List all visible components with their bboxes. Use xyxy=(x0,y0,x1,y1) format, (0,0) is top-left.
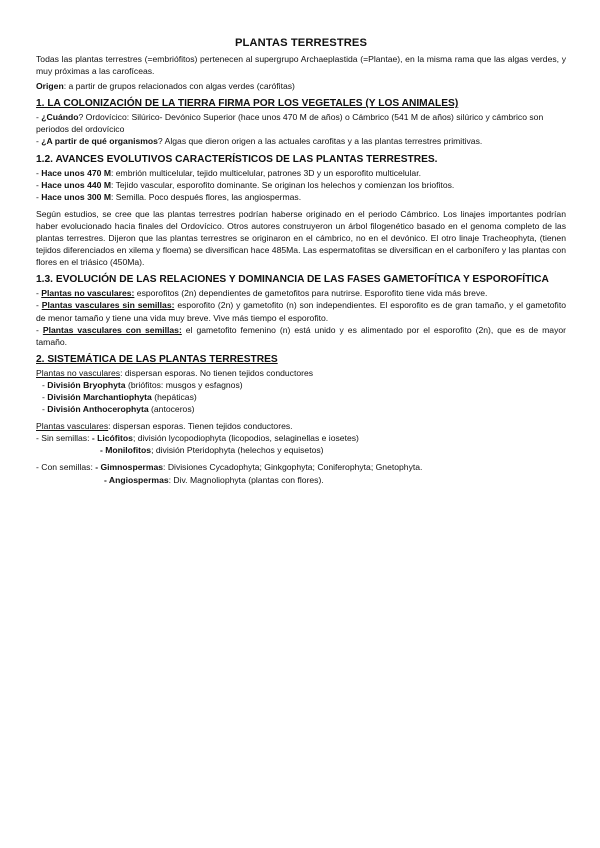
section-2-heading: 2. SISTEMÁTICA DE LAS PLANTAS TERRESTRES xyxy=(36,353,278,365)
intro-paragraph: Todas las plantas terrestres (=embriófitos) pertenecen al supergrupo Archaeplastida (=Plantae), en la misma rama que las algas verdes, y muy próximas a las carofíceas. xyxy=(36,54,566,77)
vascular-line: Plantas vasculares: dispersan esporas. Tienen tejidos conductores. xyxy=(36,421,293,432)
section-1-when: - ¿Cuándo? Ordovícico: Silúrico- Devónico Superior (hace unos 470 M de años) o Cámbrico (541 M de años) silúrico y cámbrico son periodos del ordovícico xyxy=(36,112,544,135)
section-1-2-paragraph: Según estudios, se cree que las plantas terrestres podrían haberse originado en el periodo Cámbrico. Los linajes importantes podrían haber evolucionado hacia finales del Ordovícico. Otros autores construyeron un árbol filogenético basado en el genoma completo de las plantas terrestres. Dijeron que las plantas terrestres se originaron en el cámbrico, no en el devónico. El otro linaje Tracheophyta, (tienen tejidos diferenciados en xilema y floema) se diversifican hace 485Ma. Las espermatofitas se diversifican en el carbonífero y las plantas con flores en el triásico (450Ma). xyxy=(36,208,566,268)
advance-item: - Hace unos 440 M: Tejido vascular, esporofito dominante. Se originan los helechos y comienzan los briofitos. xyxy=(36,179,455,190)
origin-label: Origen xyxy=(36,81,64,92)
relation-item: - Plantas vasculares sin semillas: esporofito (2n) y gametofito (n) son independientes. El esporofito es de gran tamaño, y el gametofito de menor tamaño y tiene una vida muy breve. Vive más tiempo el esporofito. xyxy=(36,300,566,323)
from-what-text: ? Algas que dieron origen a las actuales carofitas y a las plantas terrestres primitivas. xyxy=(157,136,483,147)
when-text: ? Ordovícico: Silúrico- Devónico Superior (hace unos 470 M de años) o Cámbrico (541 M de años) silúrico y cámbrico son periodos del ordovícico xyxy=(36,112,544,135)
advance-item: - Hace unos 300 M: Semilla. Poco después flores, las angiospermas. xyxy=(36,191,302,202)
division-item: - División Anthocerophyta (antoceros) xyxy=(42,404,195,415)
with-seeds-line: - Con semillas: - Gimnospermas: Divisiones Cycadophyta; Ginkgophyta; Coniferophyta; Gnetophyta. xyxy=(36,462,423,473)
document-title: PLANTAS TERRESTRES xyxy=(234,37,368,49)
when-label: ¿Cuándo xyxy=(41,112,79,123)
division-item: - División Bryophyta (briófitos: musgos y esfagnos) xyxy=(42,379,243,390)
section-1-2-heading: 1.2. AVANCES EVOLUTIVOS CARACTERÍSTICOS DE LAS PLANTAS TERRESTRES. xyxy=(36,153,438,165)
relation-item: - Plantas no vasculares: esporofitos (2n) dependientes de gametofitos para nutrirse. Esporofito tiene vida más breve. xyxy=(36,288,488,299)
section-1-3-heading: 1.3. EVOLUCIÓN DE LAS RELACIONES Y DOMINANCIA DE LAS FASES GAMETOFÍTICA Y ESPOROFÍTICA xyxy=(36,274,549,286)
origin-line xyxy=(36,80,566,92)
section-1-heading: 1. LA COLONIZACIÓN DE LA TIERRA FIRMA POR LOS VEGETALES (Y LOS ANIMALES) xyxy=(36,98,459,110)
relation-item: - Plantas vasculares con semillas: el gametofito femenino (n) está unido y es alimentado por el esporofito (2n), que es de mayor tamaño. xyxy=(36,324,567,347)
nonvascular-label: Plantas no vasculares xyxy=(36,367,121,378)
vascular-label: Plantas vasculares xyxy=(36,421,109,432)
section-1-from-what: - ¿A partir de qué organismos? Algas que dieron origen a las actuales carofitas y a las plantas terrestres primitivas. xyxy=(36,136,483,147)
from-what-label: ¿A partir de qué organismos xyxy=(41,136,158,147)
without-seeds-line-2: - Monilofitos; división Pteridophyta (helechos y equisetos) xyxy=(100,445,324,456)
advance-item: - Hace unos 470 M: embrión multicelular, tejido multicelular, patrones 3D y un esporofito multicelular. xyxy=(36,167,421,178)
origin-text: : a partir de grupos relacionados con algas verdes (carófitas) xyxy=(63,81,295,92)
division-item: - División Marchantiophyta (hepáticas) xyxy=(42,391,197,402)
nonvascular-line: Plantas no vasculares: dispersan esporas. No tienen tejidos conductores xyxy=(36,367,314,378)
without-seeds-line: - Sin semillas: - Licófitos; división lycopodiophyta (licopodios, selaginellas e iosetes) xyxy=(36,433,359,444)
with-seeds-line-2: - Angiospermas: Div. Magnoliophyta (plantas con flores). xyxy=(104,474,324,485)
